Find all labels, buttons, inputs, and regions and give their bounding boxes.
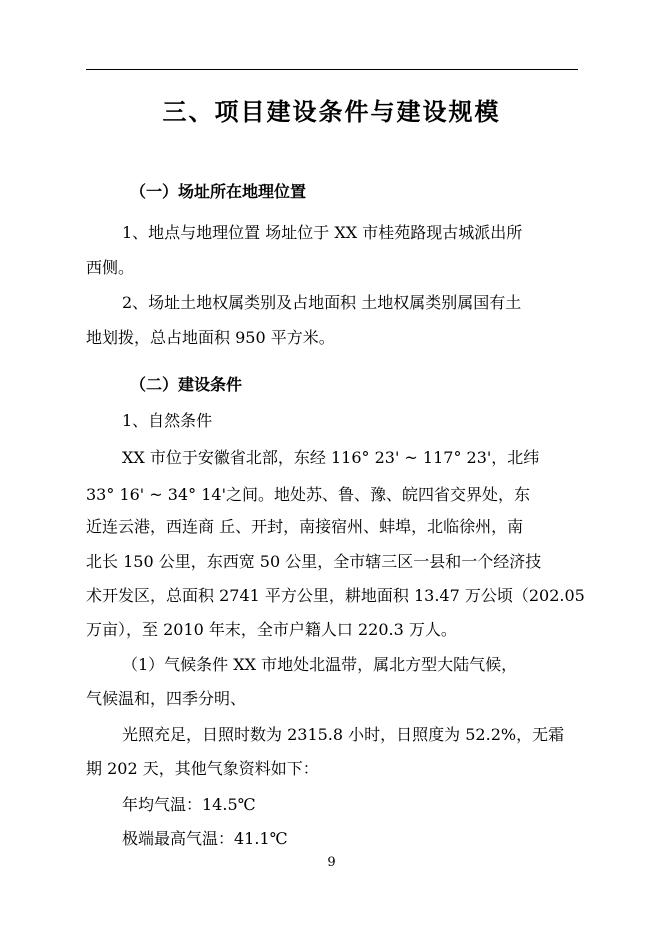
paragraph-line: 术开发区，总面积 2741 平方公里，耕地面积 13.47 万公顷（202.05 (86, 586, 585, 605)
paragraph-line: 33° 16' ~ 34° 14'之间。地处苏、鲁、豫、皖四省交界处，东 (86, 485, 530, 504)
site-item1-line2: 西侧。 (86, 258, 135, 277)
page-number: 9 (327, 855, 336, 870)
section-heading-site-location: （一）场址所在地理位置 (130, 182, 307, 201)
climate-line: 光照充足，日照时数为 2315.8 小时，日照度为 52.2%，无霜 (122, 725, 565, 744)
max-temperature: 极端最高气温：41.1℃ (122, 829, 288, 848)
climate-line: （1）气候条件 XX 市地处北温带，属北方型大陆气候， (122, 655, 518, 674)
site-item1-line1: 1、地点与地理位置 场址位于 XX 市桂苑路现古城派出所 (122, 223, 523, 242)
paragraph-line: 万亩），至 2010 年末，全市户籍人口 220.3 万人。 (86, 620, 457, 639)
avg-temperature: 年均气温：14.5℃ (122, 795, 256, 814)
site-item2-line2: 地划拨，总占地面积 950 平方米。 (86, 328, 335, 347)
site-item2-line1: 2、场址土地权属类别及占地面积 土地权属类别属国有土 (122, 293, 522, 312)
natural-conditions-heading: 1、自然条件 (122, 411, 213, 430)
page-title: 三、项目建设条件与建设规模 (162, 97, 501, 126)
header-rule (86, 69, 578, 70)
paragraph-line: 北长 150 公里，东西宽 50 公里，全市辖三区一县和一个经济技 (86, 552, 542, 571)
climate-line: 期 202 天，其他气象资料如下： (86, 759, 319, 778)
section-heading-conditions: （二）建设条件 (130, 375, 243, 394)
climate-line: 气候温和，四季分明、 (86, 689, 247, 708)
paragraph-line: XX 市位于安徽省北部，东经 116° 23' ~ 117° 23'，北纬 (122, 448, 540, 467)
paragraph-line: 近连云港，西连商 丘、开封，南接宿州、蚌埠，北临徐州，南 (86, 517, 524, 536)
